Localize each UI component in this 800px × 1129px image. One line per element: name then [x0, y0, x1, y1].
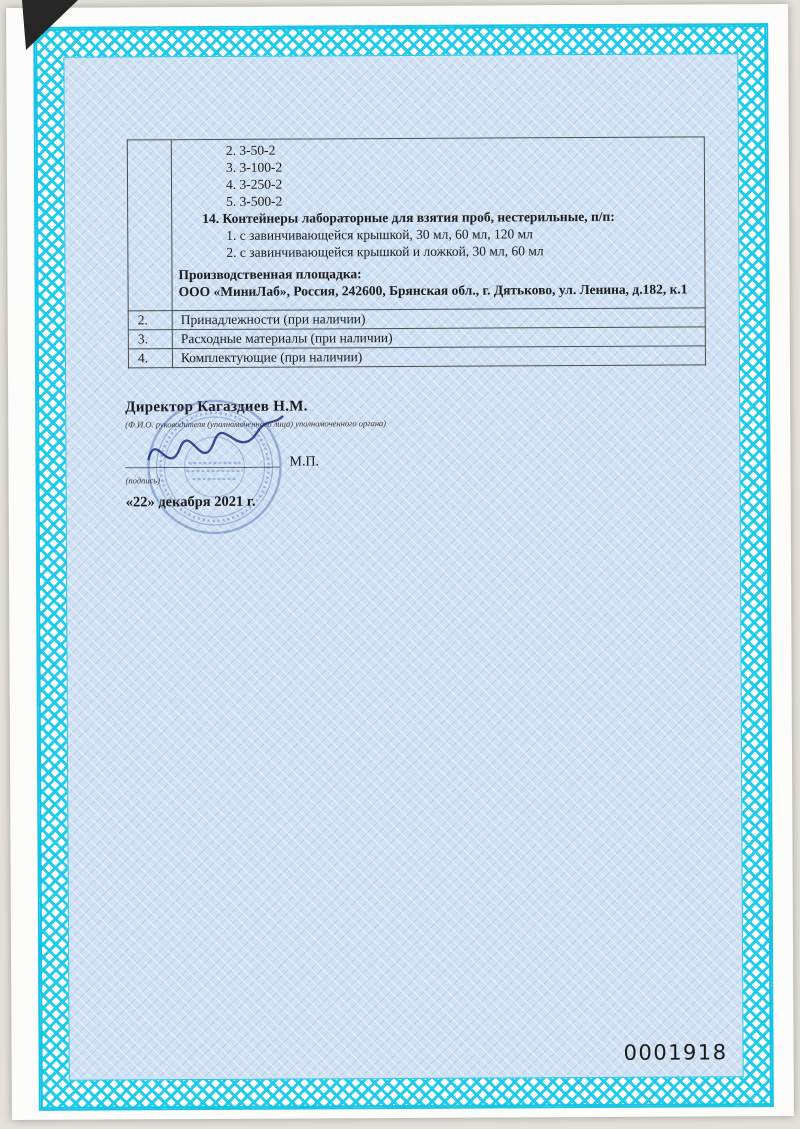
row-label: Принадлежности (при наличии): [172, 308, 705, 330]
signature-caption: (подпись): [125, 475, 161, 486]
corner-fold: [14, 0, 84, 56]
director-name: Директор Кагаздиев Н.М.: [125, 398, 308, 416]
row-number: 3.: [128, 330, 172, 349]
production-site-value: ООО «МиниЛаб», Россия, 242600, Брянская обл., г. Дятьково, ул. Ленина, д.182, к.1: [178, 281, 688, 300]
issue-date: «22» декабря 2021 г.: [125, 493, 256, 511]
item14-subitem: 1. с завинчивающейся крышкой, 30 мл, 60 мл, 120 мл: [226, 226, 533, 243]
item14-subitem: 2. с завинчивающейся крышкой и ложкой, 30 мл, 60 мл: [226, 243, 544, 260]
production-site-label: Производственная площадка:: [178, 266, 362, 283]
signature-line-row: [125, 454, 319, 471]
stamp-abbr: М.П.: [289, 454, 320, 470]
signature-line: ______________________: [125, 454, 280, 471]
page-content: [6, 4, 794, 1120]
items-table: [127, 136, 706, 368]
table-row-main: [127, 137, 705, 311]
item14-header: 14. Контейнеры лабораторные для взятия проб, нестерильные, п/п:: [202, 208, 615, 227]
row-number: 4.: [128, 349, 172, 368]
size-item: 2. 3-50-2: [225, 142, 276, 158]
size-item: 3. 3-100-2: [225, 159, 283, 175]
certificate-page: [6, 4, 794, 1120]
director-caption: (Ф.И.О. руководителя (уполномоченного лица) уполномоченного органа): [125, 418, 387, 430]
size-item: 5. 3-500-2: [226, 193, 283, 209]
main-cell: [171, 137, 705, 311]
table-row: [128, 346, 705, 368]
serial-number: 0001918: [623, 1040, 728, 1065]
row-number-empty: [127, 140, 172, 311]
row-number: 2.: [128, 311, 172, 330]
row-label: Комплектующие (при наличии): [172, 346, 705, 368]
row-label: Расходные материалы (при наличии): [172, 327, 705, 349]
size-item: 4. 3-250-2: [225, 176, 283, 192]
